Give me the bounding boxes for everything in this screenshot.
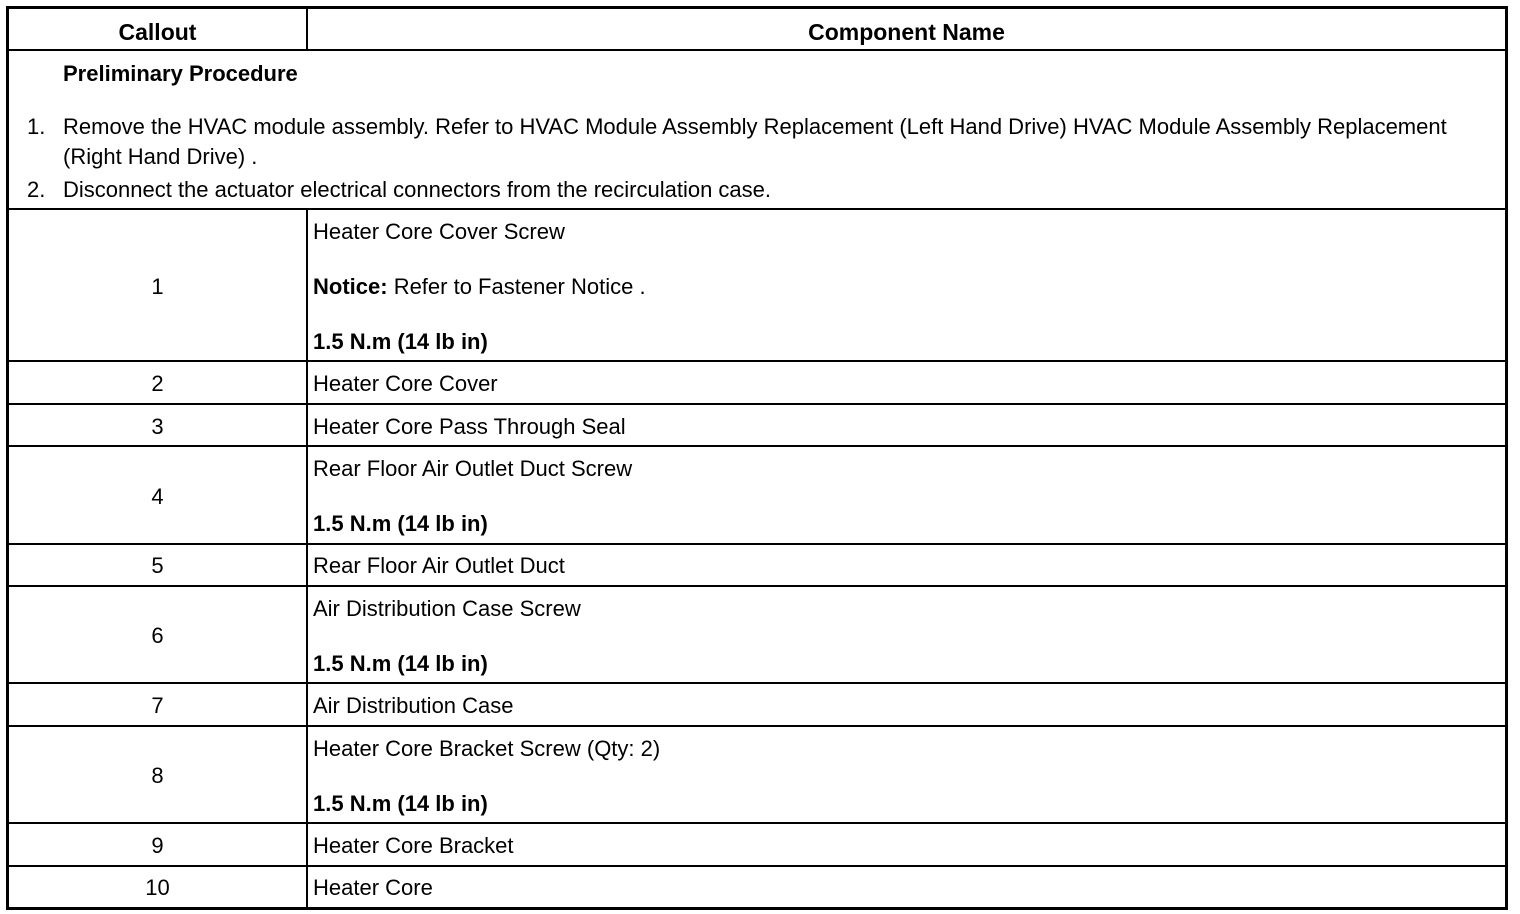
row-divider bbox=[9, 208, 1505, 210]
header-component-name: Component Name bbox=[808, 19, 1005, 45]
callout-number: 5 bbox=[151, 553, 164, 578]
torque-spec: 1.5 N.m (14 lb in) bbox=[313, 329, 488, 354]
callout-number: 8 bbox=[151, 763, 164, 788]
notice-label: Notice: bbox=[313, 274, 388, 299]
step-text: Remove the HVAC module assembly. Refer to HVAC Module Assembly Replacement (Left Hand Drive) HVAC Module Assembly Replacement (Right Hand Drive) . bbox=[63, 114, 1447, 169]
header-divider bbox=[306, 9, 308, 49]
row-divider bbox=[9, 445, 1505, 447]
component-name: Heater Core Cover bbox=[313, 371, 498, 396]
callout-number: 3 bbox=[151, 414, 164, 439]
row-divider bbox=[9, 360, 1505, 362]
row-divider bbox=[9, 822, 1505, 824]
row-divider bbox=[9, 725, 1505, 727]
component-name: Rear Floor Air Outlet Duct Screw bbox=[313, 456, 633, 481]
component-name: Heater Core Bracket bbox=[313, 833, 514, 858]
callout-number: 2 bbox=[151, 371, 164, 396]
row-divider bbox=[9, 865, 1505, 867]
component-name: Heater Core bbox=[313, 875, 433, 900]
callout-number: 7 bbox=[151, 693, 164, 718]
component-name: Rear Floor Air Outlet Duct bbox=[313, 553, 565, 578]
callout-number: 10 bbox=[145, 875, 170, 900]
notice-text: Refer to Fastener Notice . bbox=[393, 274, 646, 299]
row-divider bbox=[9, 682, 1505, 684]
column-divider bbox=[306, 210, 308, 907]
row-divider bbox=[9, 49, 1505, 51]
component-table bbox=[6, 6, 1508, 910]
notice bbox=[313, 274, 646, 300]
step-text: Disconnect the actuator electrical connectors from the recirculation case. bbox=[63, 177, 771, 202]
torque-spec: 1.5 N.m (14 lb in) bbox=[313, 651, 488, 676]
callout-number: 6 bbox=[151, 623, 164, 648]
step-number: 2. bbox=[27, 177, 46, 202]
torque-spec: 1.5 N.m (14 lb in) bbox=[313, 791, 488, 816]
callout-number: 1 bbox=[151, 274, 164, 299]
header-callout: Callout bbox=[118, 19, 197, 45]
torque-spec: 1.5 N.m (14 lb in) bbox=[313, 511, 488, 536]
preliminary-title: Preliminary Procedure bbox=[63, 61, 298, 86]
component-name: Air Distribution Case bbox=[313, 693, 514, 718]
row-divider bbox=[9, 543, 1505, 545]
row-divider bbox=[9, 585, 1505, 587]
step-number: 1. bbox=[27, 114, 46, 139]
row-divider bbox=[9, 403, 1505, 405]
component-name: Heater Core Bracket Screw (Qty: 2) bbox=[313, 736, 661, 761]
component-name: Air Distribution Case Screw bbox=[313, 596, 581, 621]
callout-number: 9 bbox=[151, 833, 164, 858]
callout-number: 4 bbox=[151, 484, 164, 509]
component-name: Heater Core Pass Through Seal bbox=[313, 414, 626, 439]
component-name: Heater Core Cover Screw bbox=[313, 219, 565, 244]
